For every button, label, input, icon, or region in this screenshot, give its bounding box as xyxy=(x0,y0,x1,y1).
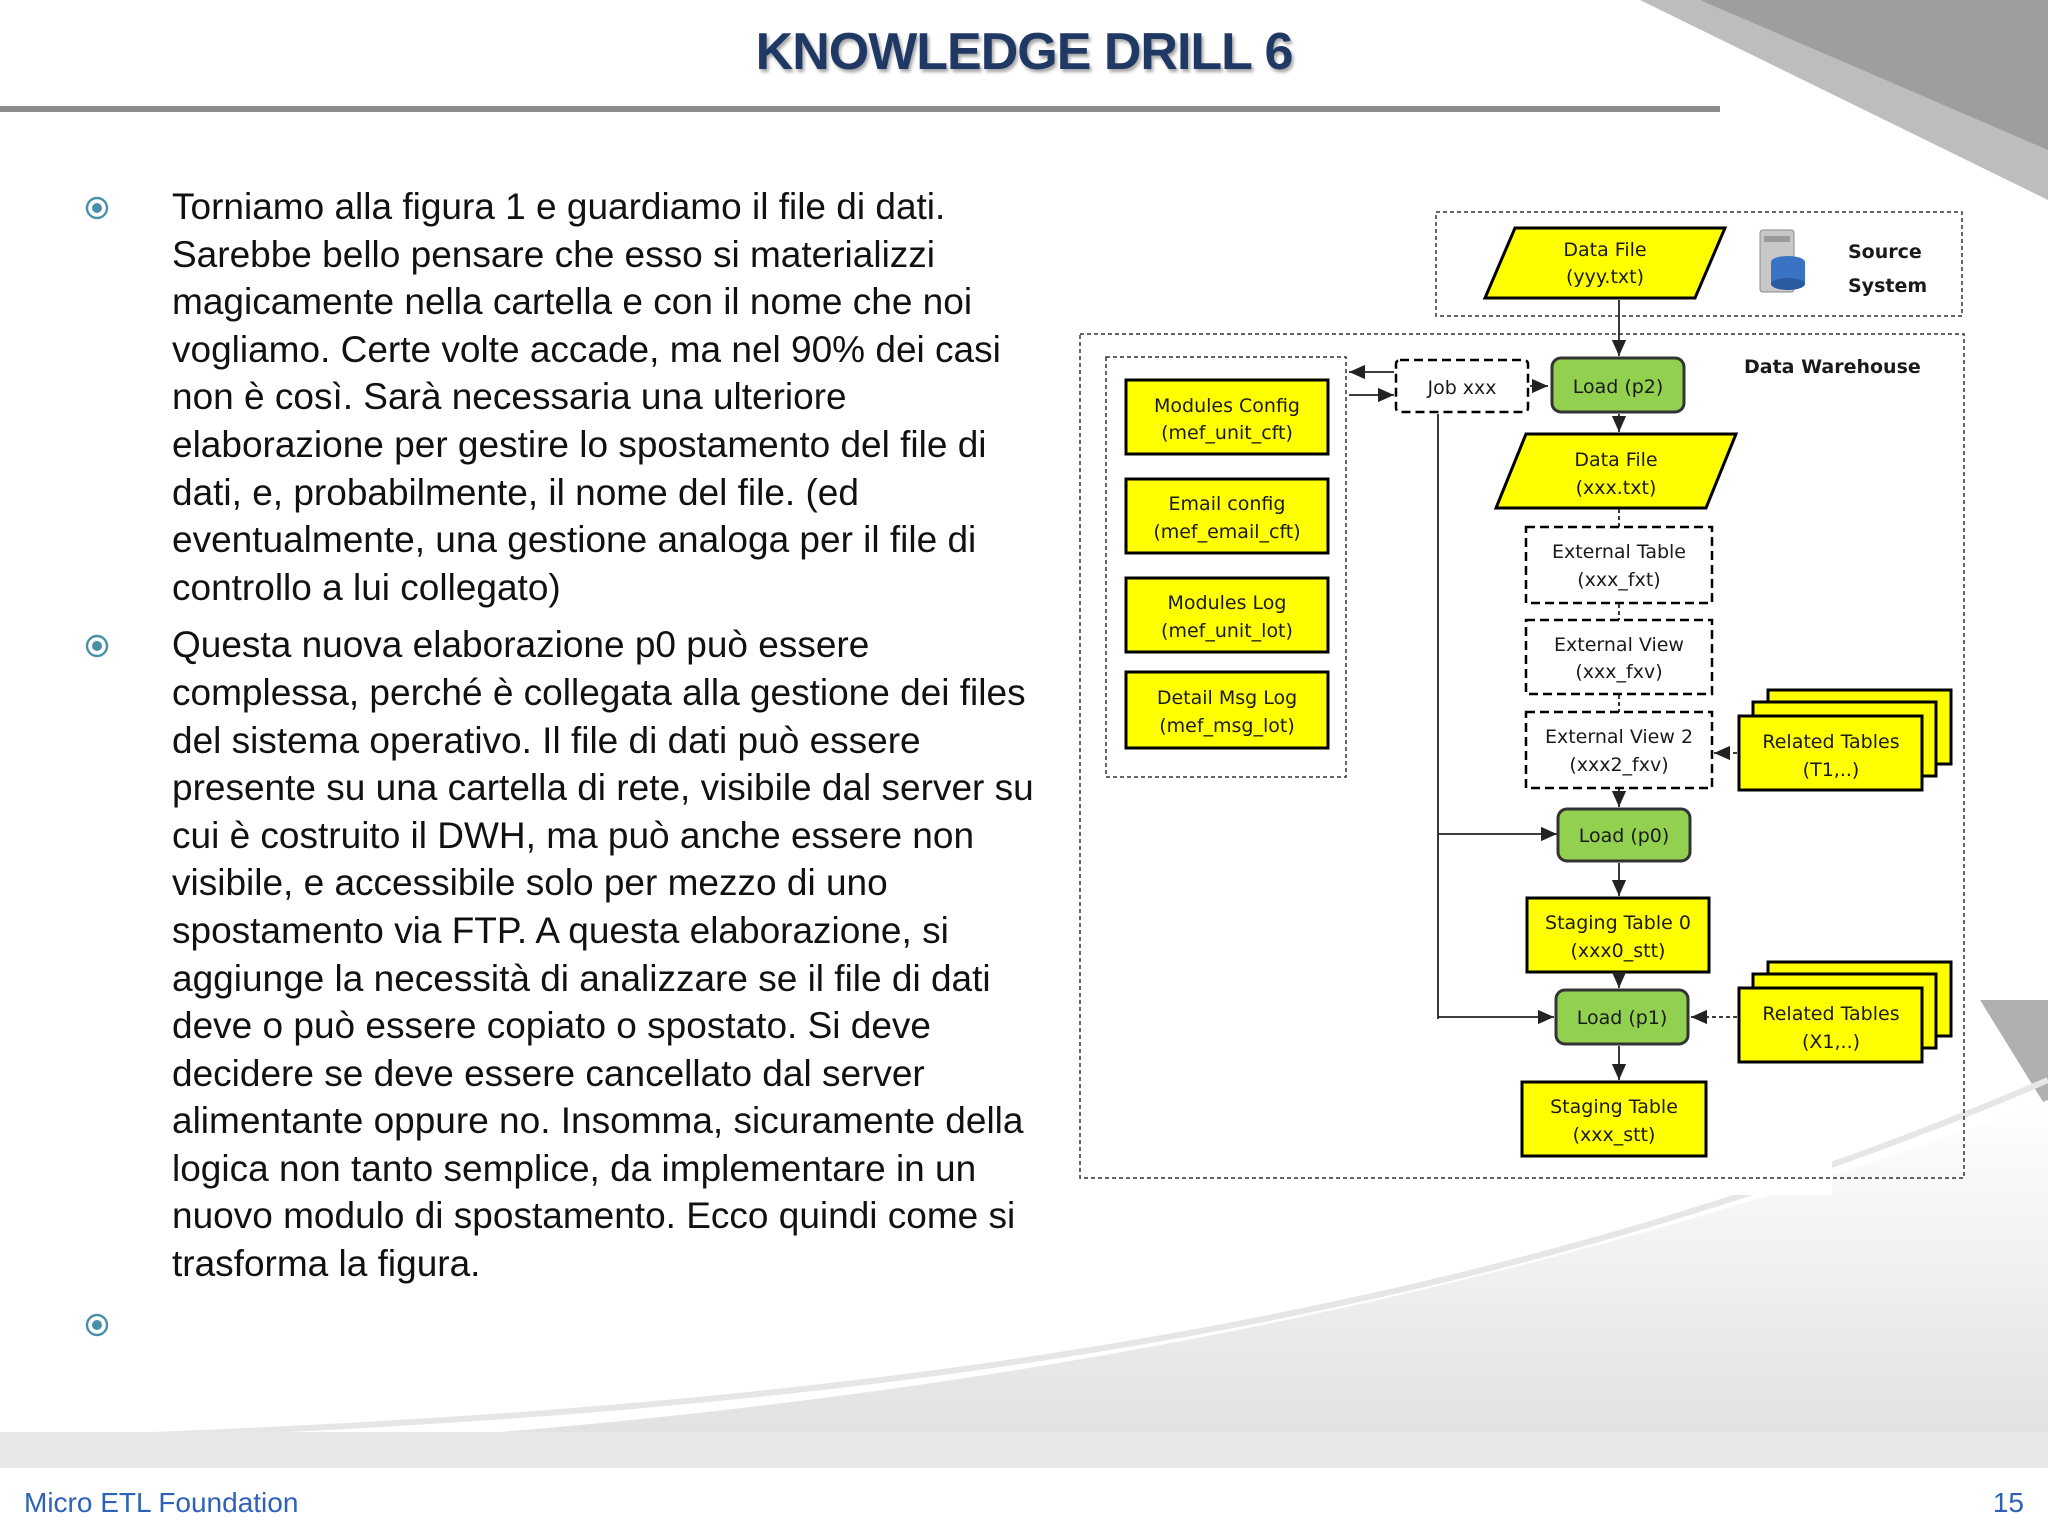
bullet-text: Questa nuova elaborazione p0 può essere complessa, perché è collegata alla gestione dei files del sistema operativo. Il file di dati può essere presente su una cartella di rete, visibile dal server su cui è costruito il DWH, ma può anche essere non visibile, e accessibile solo per mezzo di uno spostamento via FTP. A questa elaborazione, si aggiunge la necessità di analizzare se il file di dati deve o può essere copiato o spostato. Si deve decidere se deve essere cancellato dal server alimentante oppure no. Insomma, sicuramente della logica non tanto semplice, da implementare in un nuovo modulo di spostamento. Ecco quindi come si trasforma la figura. xyxy=(172,624,1034,1285)
related-tables-x-line2: (X1,..) xyxy=(1801,1031,1861,1053)
related-tables-t-line2: (T1,..) xyxy=(1802,759,1860,781)
external-view-2-line2: (xxx2_fxv) xyxy=(1569,754,1669,776)
bullet-item-empty xyxy=(80,1300,1040,1348)
config-box-line1: Email config xyxy=(1168,493,1286,515)
staging-table-0-line2: (xxx0_stt) xyxy=(1570,940,1666,962)
staging-table-0-line1: Staging Table 0 xyxy=(1545,912,1691,934)
related-tables-x-line1: Related Tables xyxy=(1762,1003,1900,1025)
load-p0-label: Load (p0) xyxy=(1578,825,1670,847)
slide-title: KNOWLEDGE DRILL 6 xyxy=(755,23,1293,81)
bullet-list xyxy=(80,183,1040,1358)
source-data-file-line1: Data File xyxy=(1563,239,1647,261)
staging-table-line2: (xxx_stt) xyxy=(1572,1124,1656,1146)
config-box-line2: (mef_unit_lot) xyxy=(1161,620,1293,642)
job-label: Job xxx xyxy=(1427,377,1497,399)
external-table-box xyxy=(1526,527,1712,603)
config-box-line1: Modules Config xyxy=(1154,395,1300,417)
external-table-line2: (xxx_fxt) xyxy=(1577,569,1661,591)
page-number: 15 xyxy=(1992,1487,2024,1518)
config-box-line1: Modules Log xyxy=(1167,592,1287,614)
circled-dot-icon xyxy=(84,1312,110,1338)
bullet-item xyxy=(80,621,1040,1287)
dw-data-file-line1: Data File xyxy=(1574,449,1658,471)
related-tables-t-line1: Related Tables xyxy=(1762,731,1900,753)
load-p1-label: Load (p1) xyxy=(1576,1007,1668,1029)
bullet-text: Torniamo alla figura 1 e guardiamo il file di dati. Sarebbe bello pensare che esso si materializzi magicamente nella cartella e con il nome che noi vogliamo. Certe volte accade, ma nel 90% dei casi non è così. Sarà necessaria una ulteriore elaborazione per gestire lo spostamento del file di dati, e, probabilmente, il nome del file. (ed eventualmente, una gestione analoga per il file di controllo a lui collegato) xyxy=(172,186,1001,608)
data-warehouse-label: Data Warehouse xyxy=(1744,356,1921,378)
source-system-line1: Source xyxy=(1848,241,1922,263)
source-system-line2: System xyxy=(1848,275,1928,297)
bullet-item xyxy=(80,183,1040,611)
external-table-line1: External Table xyxy=(1551,541,1687,563)
load-p2-label: Load (p2) xyxy=(1572,376,1664,398)
config-box-line2: (mef_email_cft) xyxy=(1153,521,1301,543)
config-box-line1: Detail Msg Log xyxy=(1156,687,1298,709)
staging-table-line1: Staging Table xyxy=(1550,1096,1678,1118)
external-view-2-box xyxy=(1526,712,1712,788)
circled-dot-icon xyxy=(84,633,110,659)
config-box-line2: (mef_unit_cft) xyxy=(1161,422,1293,444)
source-data-file-line2: (yyy.txt) xyxy=(1565,266,1645,288)
external-view-line2: (xxx_fxv) xyxy=(1575,661,1663,683)
external-view-2-line1: External View 2 xyxy=(1544,726,1694,748)
dw-data-file-line2: (xxx.txt) xyxy=(1575,477,1657,499)
config-box-line2: (mef_msg_lot) xyxy=(1159,715,1295,737)
external-view-line1: External View xyxy=(1554,634,1684,656)
etl-flow-diagram xyxy=(1078,202,1928,1195)
footer-organization: Micro ETL Foundation xyxy=(24,1487,299,1518)
circled-dot-icon xyxy=(84,195,110,221)
